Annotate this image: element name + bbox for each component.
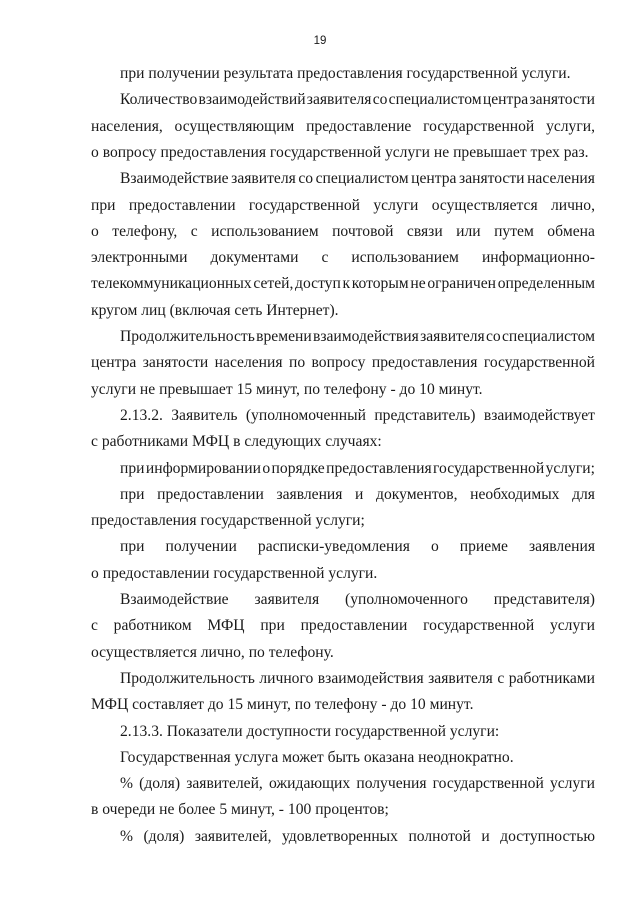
- text-line: Государственная услуга может быть оказана неоднократно.: [120, 748, 514, 766]
- text-line: услуги не превышает 15 минут, по телефону - до 10 минут.: [91, 380, 483, 398]
- text-line: при предоставлении государственной услуги осуществляется лично,: [91, 196, 595, 214]
- text-line: при предоставлении заявления и документов, необходимых для: [120, 485, 595, 503]
- text-line: Количество взаимодействий заявителя со специалистом центра занятости: [120, 91, 595, 109]
- text-line: при информировании о порядке предоставления государственной услуги;: [120, 459, 595, 477]
- text-line: Продолжительность личного взаимодействия заявителя с работниками: [120, 669, 595, 687]
- text-line: с работником МФЦ при предоставлении государственной услуги: [91, 617, 595, 635]
- text-line: Взаимодействие заявителя (уполномоченного представителя): [120, 591, 595, 608]
- text-line: о предоставлении государственной услуги.: [91, 564, 378, 582]
- text-line: при получении результата предоставления государственной услуги.: [120, 65, 571, 82]
- text-line: Взаимодействие заявителя со специалистом центра занятости населения: [120, 170, 595, 188]
- text-line: МФЦ составляет до 15 минут, по телефону - до 10 минут.: [91, 696, 474, 714]
- text-line: % (доля) заявителей, удовлетворенных полнотой и доступностью: [120, 827, 595, 845]
- text-line: осуществляется лично, по телефону.: [91, 643, 334, 661]
- text-line: населения, осуществляющим предоставление государственной услуги,: [91, 117, 595, 135]
- text-line: центра занятости населения по вопросу предоставления государственной: [91, 354, 595, 372]
- text-line: кругом лиц (включая сеть Интернет).: [91, 301, 339, 319]
- text-line: телекоммуникационных сетей, доступ к которым не ограничен определенным: [91, 275, 595, 293]
- text-line: 2.13.2. Заявитель (уполномоченный представитель) взаимодействует: [120, 406, 595, 424]
- page-number: 19: [313, 35, 327, 47]
- text-line: в очереди не более 5 минут, - 100 процентов;: [91, 801, 389, 819]
- text-line: % (доля) заявителей, ожидающих получения государственной услуги: [120, 775, 595, 793]
- text-line: 2.13.3. Показатели доступности государственной услуги:: [120, 722, 500, 740]
- text-line: о телефону, с использованием почтовой связи или путем обмена: [91, 222, 595, 240]
- text-line: электронными документами с использованием информационно-: [91, 249, 595, 267]
- text-line: при получении расписки-уведомления о приеме заявления: [120, 538, 595, 556]
- text-line: Продолжительность времени взаимодействия заявителя со специалистом: [120, 328, 595, 345]
- text-line: о вопросу предоставления государственной услуги не превышает трех раз.: [91, 143, 589, 161]
- text-line: предоставления государственной услуги;: [91, 512, 365, 530]
- text-line: с работниками МФЦ в следующих случаях:: [91, 433, 382, 451]
